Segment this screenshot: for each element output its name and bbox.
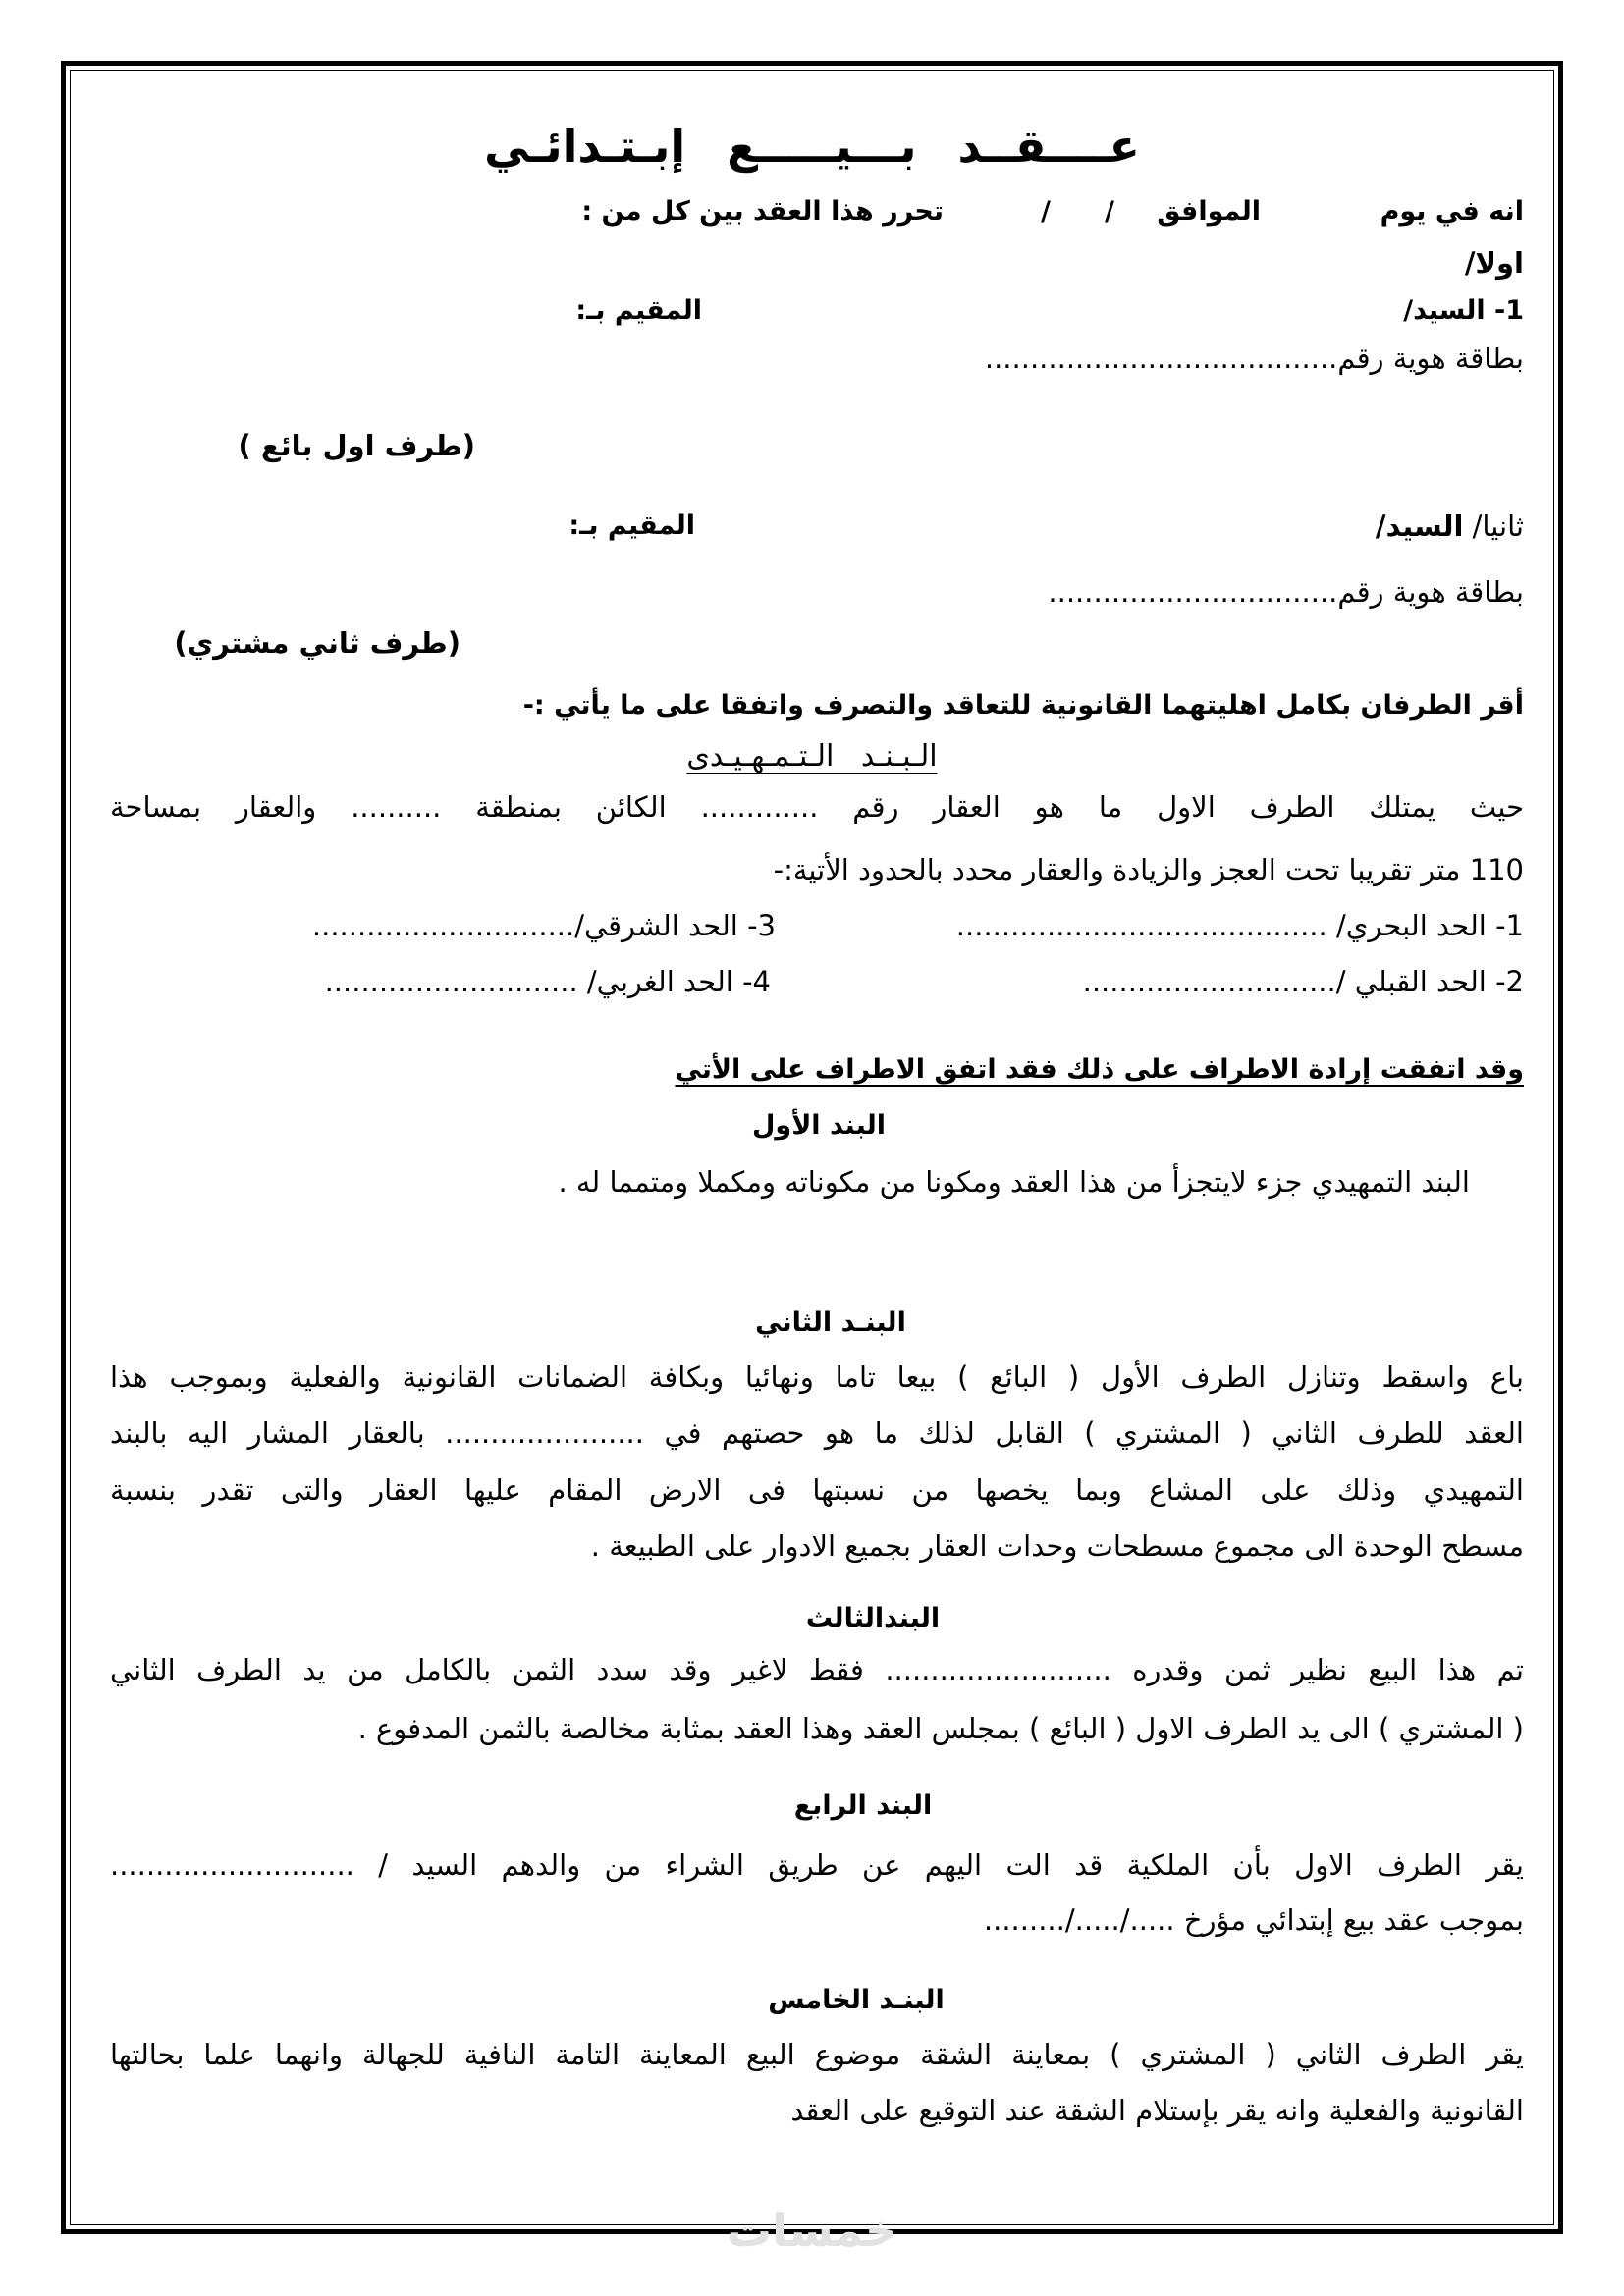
watermark-logo: خمسات: [726, 2204, 898, 2257]
clause-2-line: التمهيدي وذلك على المشاع وبما يخصها من نسبتها فى الارض المقام عليها العقار والتى تقدر بنسبة: [110, 1473, 1524, 1507]
contract-intro: تحرر هذا العقد بين كل من :: [581, 196, 944, 227]
acknowledgement: أقر الطرفان بكامل اهليتهما القانونية للتعاقد والتصرف واتفقا على ما يأتي :-: [522, 690, 1524, 721]
agreement-heading: وقد اتفقت إرادة الاطراف على ذلك فقد اتفق الاطراف على الأتي: [675, 1054, 1524, 1085]
clause-4-line: يقر الطرف الاول بأن الملكية قد الت اليهم عن طريق الشراء من والدهم السيد / ...........................: [110, 1848, 1524, 1882]
preamble-heading: الـبـنـد الـتـمـهـيـدى: [686, 739, 938, 774]
boundary-west: 4- الحد الغربي/ ............................: [324, 965, 771, 998]
clause-3-line: تم هذا البيع نظير ثمن وقدره ......................... فقط لاغير وقد سدد الثمن بالكامل من يد الطرف الثاني: [110, 1653, 1524, 1686]
boundary-east: 3- الحد الشرقي/.............................: [311, 909, 776, 942]
first-party-heading: اولا/: [1464, 246, 1524, 280]
clause-3-line: ( المشتري ) الى يد الطرف الاول ( البائع ) بمجلس العقد وهذا العقد بمثابة مخالصة بالثمن المدفوع .: [357, 1712, 1524, 1745]
clause-5-heading: البنـد الخامس: [768, 1985, 945, 2015]
date-separator-2: /: [1041, 196, 1051, 227]
clause-1-line: البند التمهيدي جزء لايتجزأ من هذا العقد ومكونا من مكوناته ومكملا ومتمما له .: [558, 1165, 1470, 1199]
clause-5-line: القانونية والفعلية وانه يقر بإستلام الشقة عند التوقيع على العقد: [790, 2094, 1524, 2127]
second-party-name-label: السيد/: [1375, 509, 1464, 543]
clause-2-line: مسطح الوحدة الى مجموع مسطحات وحدات العقار بجميع الادوار على الطبيعة .: [590, 1529, 1524, 1563]
clause-4-line: بموجب عقد بيع إبتدائي مؤرخ ...../...../.........: [983, 1903, 1524, 1937]
boundary-south: 2- الحد القبلي /............................: [1082, 965, 1524, 998]
contract-title: عــــقــد بـــيـــــع إبـتـدائـي: [484, 120, 1140, 173]
clause-4-heading: البند الرابع: [793, 1790, 933, 1821]
first-party-name-label: 1- السيد/: [1403, 295, 1524, 326]
first-party-role: (طرف اول بائع ): [238, 429, 475, 462]
second-party-role: (طرف ثاني مشتري): [174, 626, 460, 660]
first-party-id-label: بطاقة هوية رقم.......................................: [984, 342, 1524, 375]
preamble-line: حيث يمتلك الطرف الاول ما هو العقار رقم ............. الكائن بمنطقة .......... والعقار بمساحة: [110, 790, 1524, 824]
day-label: انه في يوم: [1380, 196, 1524, 227]
clause-3-heading: البندالثالث: [805, 1603, 941, 1633]
boundary-north: 1- الحد البحري/ .........................................: [955, 909, 1524, 942]
clause-2-heading: البنـد الثاني: [755, 1308, 906, 1338]
preamble-line: 110 متر تقريبا تحت العجز والزيادة والعقار محدد بالحدود الأتية:-: [773, 853, 1524, 886]
first-party-residence-label: المقيم بـ:: [575, 295, 702, 326]
second-party-residence-label: المقيم بـ:: [568, 510, 695, 541]
second-party-heading: ثانيا/: [1472, 509, 1524, 543]
clause-2-line: باع واسقط وتنازل الطرف الأول ( البائع ) بيعا تاما ونهائيا وبكافة الضمانات القانونية والفعلية وبموجب هذا: [110, 1361, 1524, 1394]
second-party-id-label: بطاقة هوية رقم................................: [1048, 575, 1524, 609]
clause-5-line: يقر الطرف الثاني ( المشتري ) بمعاينة الشقة موضوع البيع المعاينة التامة النافية للجهالة وانهما علما بحالتها: [110, 2038, 1524, 2071]
date-separator-1: /: [1105, 196, 1114, 227]
second-party-line: [1376, 507, 1524, 546]
corresponding-label: الموافق: [1157, 196, 1261, 227]
clause-2-line: العقد للطرف الثاني ( المشتري ) القابل لذلك ما هو حصتهم في ...................... بالعقار المشار اليه بالبند: [110, 1416, 1524, 1450]
clause-1-heading: البند الأول: [751, 1110, 886, 1141]
